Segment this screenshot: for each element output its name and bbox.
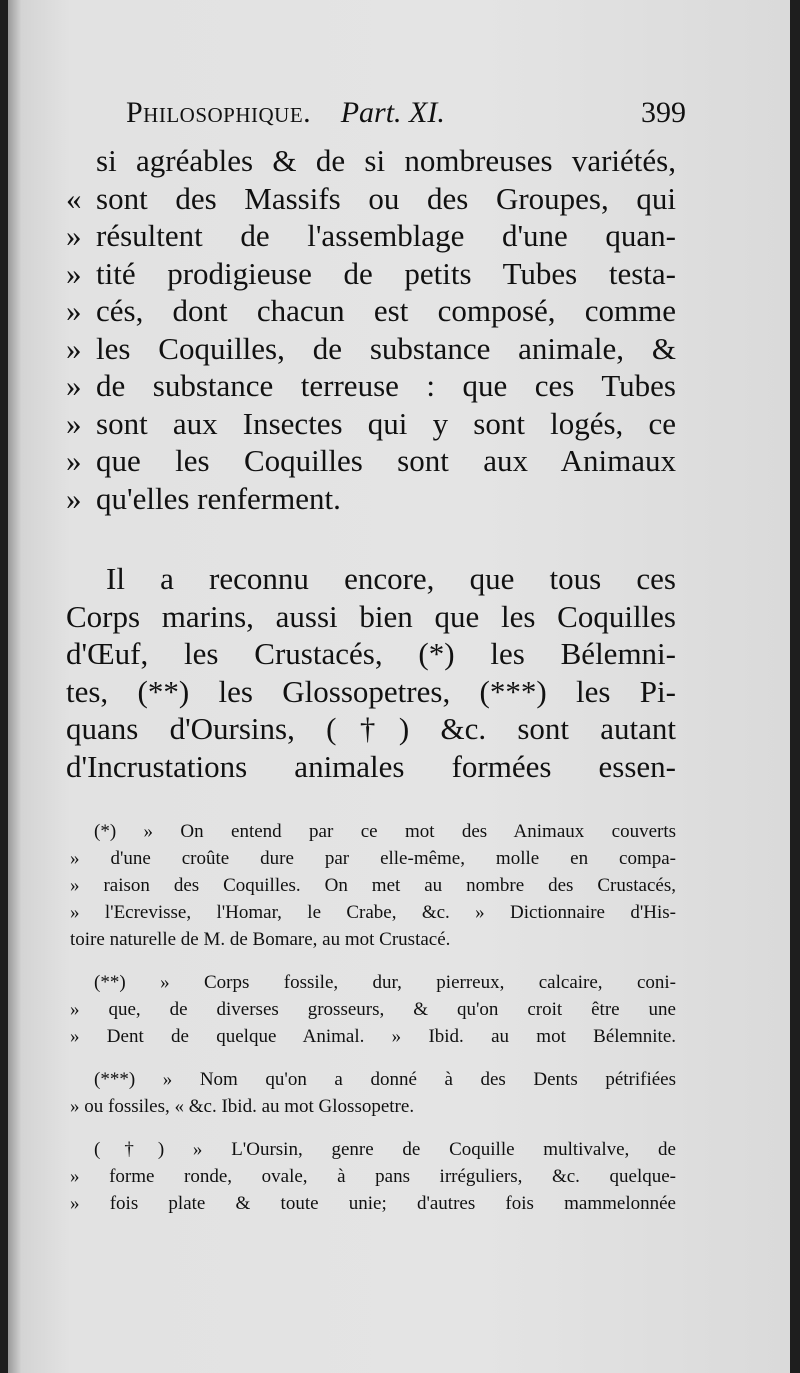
- text-line: » tité prodigieuse de petits Tubes testa-: [66, 255, 676, 291]
- text-line: » résultent de l'assemblage d'une quan-: [66, 218, 676, 253]
- page-header: [126, 96, 686, 140]
- text-line: » les Coquilles, de substance animale, &: [66, 330, 676, 366]
- footnote-crustaces: [70, 818, 676, 953]
- quoted-paragraph: [66, 142, 676, 517]
- part-label: Part. XI.: [340, 96, 445, 129]
- footnote-line: » ou fossiles, « &c. Ibid. au mot Glossopetre.: [70, 1096, 415, 1117]
- footnote-line: » fois plate & toute unie; d'autres fois mammelonnée: [70, 1193, 676, 1214]
- page-gutter-shadow: [8, 0, 22, 1373]
- main-paragraph: [66, 560, 676, 785]
- text-line: » cés, dont chacun est composé, comme: [66, 293, 676, 328]
- page-number: 399: [641, 96, 686, 129]
- footnote-belemnite: [70, 969, 676, 1050]
- footnotes: [70, 818, 676, 1233]
- text-line: si agréables & de si nombreuses variétés,: [96, 143, 676, 178]
- text-line: » que les Coquilles sont aux Animaux: [66, 443, 676, 478]
- text-line: Il a reconnu encore, que tous ces: [106, 561, 676, 596]
- footnote-line: » que, de diverses grosseurs, & qu'on croit être une: [70, 999, 676, 1020]
- footnote-line: (†) » L'Oursin, genre de Coquille multivalve, de: [94, 1139, 676, 1160]
- footnote-line: » forme ronde, ovale, à pans irréguliers, &c. quelque-: [70, 1166, 676, 1187]
- footnote-line: » l'Ecrevisse, l'Homar, le Crabe, &c. » Dictionnaire d'His-: [70, 902, 676, 923]
- footnote-oursin: [70, 1136, 676, 1217]
- text-line: » qu'elles renferment.: [66, 480, 341, 516]
- text-line: quans d'Oursins, (†) &c. sont autant: [66, 711, 676, 746]
- text-line: » de substance terreuse : que ces Tubes: [66, 368, 676, 403]
- footnote-line: toire naturelle de M. de Bomare, au mot Crustacé.: [70, 929, 451, 950]
- footnote-line: » d'une croûte dure par elle-même, molle en compa-: [70, 848, 676, 869]
- running-title: Philosophique.: [126, 96, 312, 129]
- text-line: » sont aux Insectes qui y sont logés, ce: [66, 405, 676, 441]
- text-line: « sont des Massifs ou des Groupes, qui: [66, 180, 676, 216]
- text-line: d'Incrustations animales formées essen-: [66, 748, 676, 784]
- footnote-line: (**) » Corps fossile, dur, pierreux, calcaire, coni-: [94, 972, 676, 993]
- text-line: d'Œuf, les Crustacés, (*) les Bélemni-: [66, 636, 676, 671]
- footnote-line: » raison des Coquilles. On met au nombre des Crustacés,: [70, 875, 676, 896]
- footnote-line: (*) » On entend par ce mot des Animaux couverts: [94, 821, 676, 842]
- book-page: [8, 0, 790, 1373]
- text-line: tes, (**) les Glossopetres, (***) les Pi-: [66, 673, 676, 709]
- footnote-line: » Dent de quelque Animal. » Ibid. au mot Bélemnite.: [70, 1026, 676, 1047]
- footnote-glossopetre: [70, 1066, 676, 1120]
- text-line: Corps marins, aussi bien que les Coquilles: [66, 598, 676, 634]
- footnote-line: (***) » Nom qu'on a donné à des Dents pétrifiées: [94, 1069, 676, 1090]
